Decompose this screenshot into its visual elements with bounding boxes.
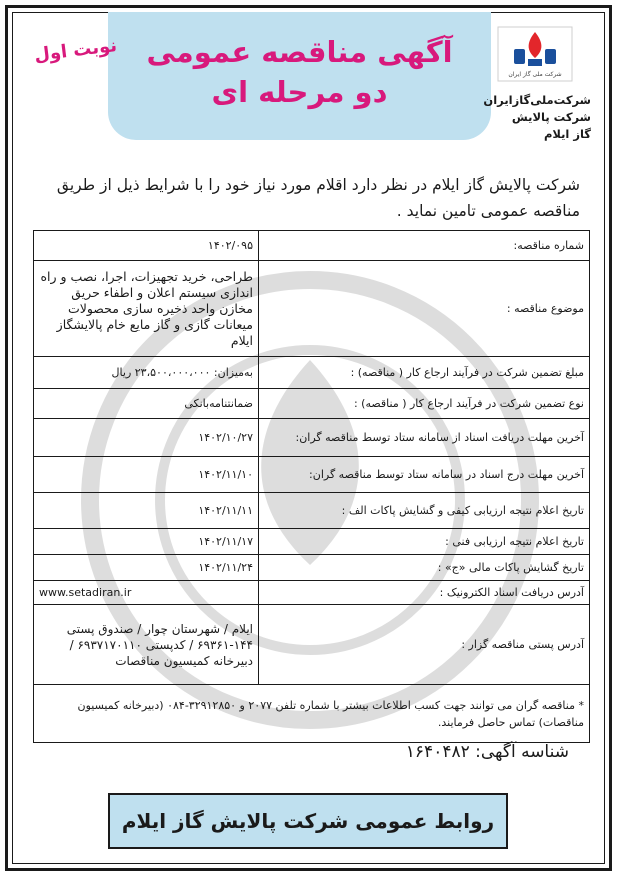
row-value: ۱۴۰۲/۱۱/۱۱ [34,493,259,529]
tender-details-table [33,230,590,743]
table-row [34,457,590,493]
ad-subtitle: دو مرحله ای [211,75,388,109]
row-value: ضمانتنامه‌بانکی [34,389,259,419]
company-logo-icon [497,26,573,82]
row-value: به‌میزان: ۲۳،۵۰۰،۰۰۰،۰۰۰ ریال [34,357,259,389]
row-label: مبلغ تضمین شرکت در فرآیند ارجاع کار ( مناقصه) : [259,357,590,389]
svg-text:شرکت ملی گاز ایران: شرکت ملی گاز ایران [508,71,562,78]
row-label: آخرین مهلت دریافت اسناد از سامانه ستاد توسط مناقصه گران: [259,419,590,457]
documents-url: www.setadiran.ir [34,581,259,605]
table-row [34,555,590,581]
company-line-1: شرکت‌ملی‌گازایران [483,93,591,107]
row-value: طراحی، خرید تجهیزات، اجرا، نصب و راه اندازی سیستم اعلان و اطفاء حریق مخازن واحد ذخیره سازی محصولات میعانات گازی و گاز مایع خام پالایشگاز ایلام [34,261,259,357]
row-value: ۱۴۰۲/۱۱/۲۴ [34,555,259,581]
table-row [34,581,590,605]
row-value: ۱۴۰۲/۱۰/۲۷ [34,419,259,457]
row-value: ۱۴۰۲/۰۹۵ [34,231,259,261]
row-label: نوع تضمین شرکت در فرآیند ارجاع کار ( مناقصه) : [259,389,590,419]
notice-id: شناسه آگهی: ۱۶۴۰۴۸۲ [405,742,569,762]
table-row [34,605,590,685]
company-name [451,92,591,143]
row-value: ایلام / شهرستان چوار / صندوق پستی ۱۴۴-۶۹۳۶۱ / کدپستی ۶۹۳۷۱۷۰۱۱۰ /دبیرخانه کمیسیون مناقصات [34,605,259,685]
ad-title: آگهی مناقصه عمومی [146,35,453,69]
row-label: تاریخ گشایش پاکات مالی «ج» : [259,555,590,581]
table-row [34,529,590,555]
footnote: * مناقصه گران می توانند جهت کسب اطلاعات بیشتر با شماره تلفن ۲۰۷۷ و ۳۲۹۱۲۸۵۰-۰۸۴ (دبیرخانه کمیسیون مناقصات) تماس حاصل فرمایند. [34,685,590,743]
table-row [34,231,590,261]
row-label: آدرس دریافت اسناد الکترونیک : [259,581,590,605]
row-label: تاریخ اعلام نتیجه ارزیابی فنی : [259,529,590,555]
row-value: ۱۴۰۲/۱۱/۱۷ [34,529,259,555]
table-row [34,419,590,457]
row-label: شماره مناقصه: [259,231,590,261]
row-label: تاریخ اعلام نتیجه ارزیابی کیفی و گشایش پاکات الف : [259,493,590,529]
company-line-2: شرکت پالایش [511,110,591,124]
intro-paragraph: شرکت پالایش گاز ایلام در نظر دارد اقلام مورد نیاز خود را با شرایط ذیل از طریق مناقصه عمومی تامین نماید . [56,176,580,220]
table-row [34,685,590,743]
table-row [34,357,590,389]
row-label: آدرس پستی مناقصه گزار : [259,605,590,685]
row-label: آخرین مهلت درج اسناد در سامانه ستاد توسط مناقصه گران: [259,457,590,493]
title-banner [108,12,491,140]
company-line-3: گاز ایلام [543,127,591,141]
row-label: موضوع مناقصه : [259,261,590,357]
round-label: نوبت اول [33,35,119,66]
footer-banner: روابط عمومی شرکت پالایش گاز ایلام [108,793,508,849]
row-value: ۱۴۰۲/۱۱/۱۰ [34,457,259,493]
table-row [34,261,590,357]
table-row [34,389,590,419]
table-row [34,493,590,529]
